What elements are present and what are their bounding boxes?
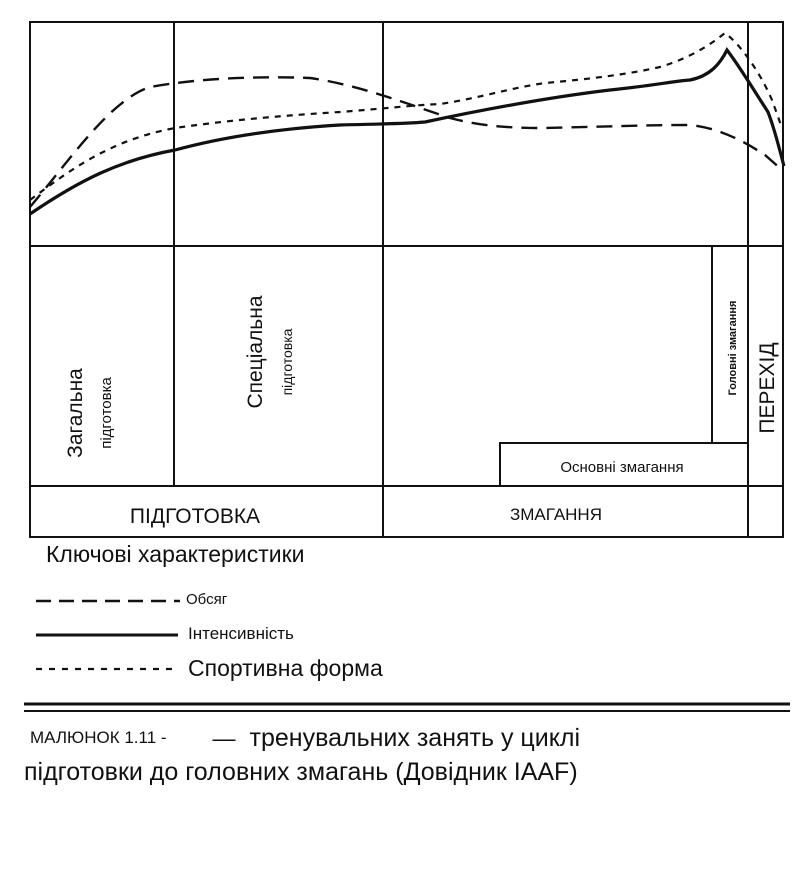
basic-competitions-label: Основні змагання <box>560 459 684 476</box>
intensity-curve <box>30 50 784 214</box>
competition-phase-label: ЗМАГАННЯ <box>509 505 603 524</box>
legend-label-volume: Обсяг <box>186 591 228 608</box>
dashed-line-swatch <box>34 588 184 614</box>
transition-label: ПЕРЕХІД <box>756 342 779 434</box>
form-curve <box>30 33 782 200</box>
general-prep-label: Загальна <box>64 368 87 458</box>
legend-item-form <box>34 656 434 682</box>
general-prep-sublabel: підготовка <box>98 377 115 449</box>
caption-prefix: МАЛЮНОК 1.11 - <box>30 728 167 747</box>
legend-item-volume <box>34 588 334 614</box>
main-competitions-label: Головні змагання <box>727 300 739 396</box>
legend-title: Ключові характеристики <box>46 541 305 567</box>
special-prep-sublabel: підготовка <box>279 328 295 396</box>
figure-caption-line1 <box>30 724 580 753</box>
dotted-line-swatch <box>34 656 184 682</box>
caption-text-line1: тренувальних занять у циклі <box>249 724 581 752</box>
figure-caption-line2: підготовки до головних змагань (Довідник IAAF) <box>24 758 578 786</box>
preparation-phase-label: ПІДГОТОВКА <box>129 505 261 528</box>
volume-curve <box>30 77 782 207</box>
solid-line-swatch <box>34 622 184 648</box>
legend-label-intensity: Інтенсивність <box>188 624 294 643</box>
special-prep-label: Спеціальна <box>244 295 267 409</box>
legend-item-intensity <box>34 622 354 648</box>
caption-dash: — <box>212 725 236 751</box>
legend-label-form: Спортивна форма <box>188 655 383 681</box>
